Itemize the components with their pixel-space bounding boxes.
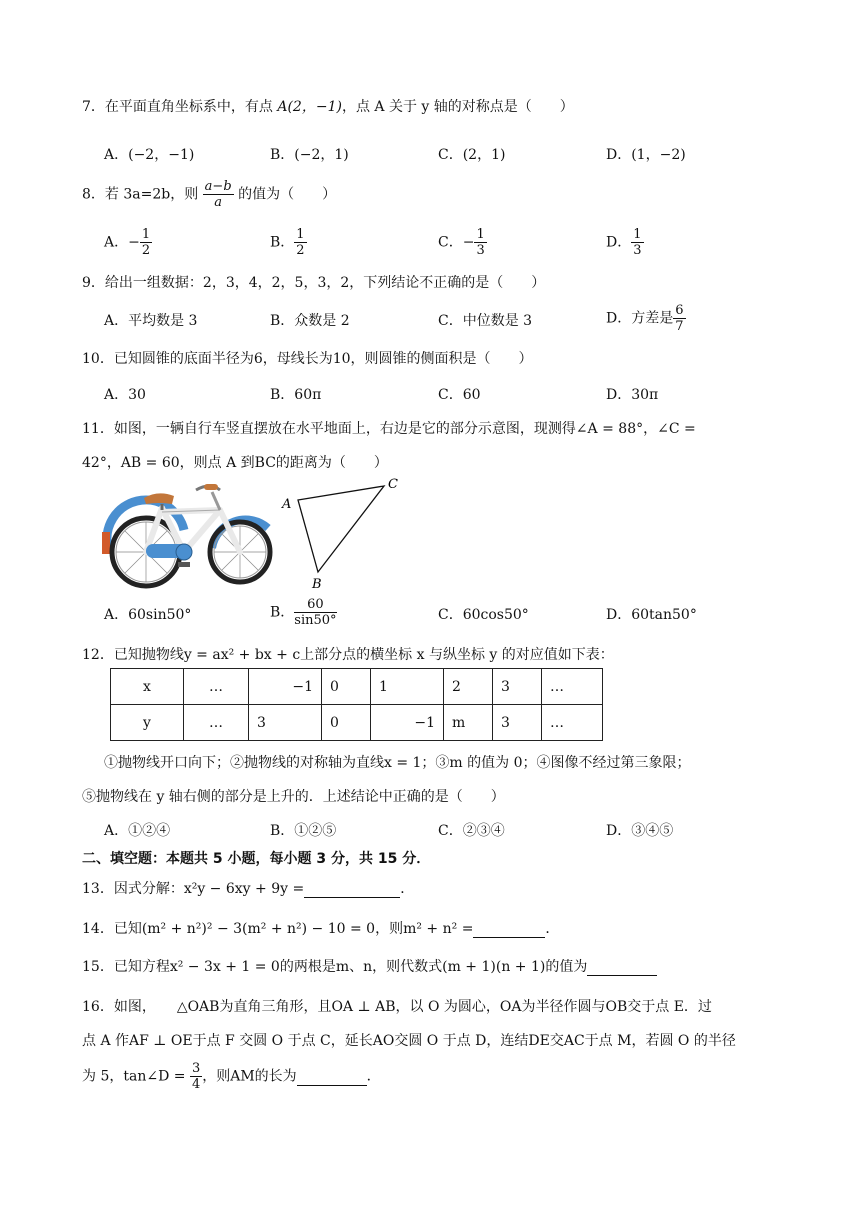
table-cell: 3 [493, 705, 542, 741]
q13-answer-blank[interactable] [304, 881, 400, 898]
table-cell: y [111, 705, 184, 741]
q11-b-num: 60 [294, 598, 336, 613]
table-cell: m [444, 705, 493, 741]
q8-opt-a-den: 2 [141, 243, 151, 258]
q11-option-b-label: B． [270, 604, 295, 621]
q8-opt-b-prefix: B． [270, 234, 295, 251]
q7-stem [82, 96, 574, 116]
q16-line3-b: ，则AM的长为 [202, 1068, 297, 1085]
label-a: A [282, 497, 292, 512]
q8-opt-c-den: 3 [476, 243, 485, 258]
q10-stem: 10．已知圆锥的底面半径为6，母线长为10，则圆锥的侧面积是（ ） [82, 351, 533, 367]
table-cell: 0 [322, 669, 371, 705]
q13 [82, 878, 414, 898]
q7-option-a: A．(−2，−1) [104, 147, 195, 163]
q11-b-den: sin50° [294, 613, 337, 628]
q7-option-c: C．(2，1) [438, 147, 506, 163]
q11-line1: 11．如图，一辆自行车竖直摆放在水平地面上，右边是它的部分示意图，现测得∠A = 88°，∠C = [82, 421, 696, 437]
q11-option-d: D．60tan50° [606, 607, 697, 623]
table-cell: −1 [249, 669, 322, 705]
table-cell: x [111, 669, 184, 705]
table-cell: … [184, 669, 249, 705]
table-cell: 3 [249, 705, 322, 741]
q7-option-d: D．(1，−2) [606, 147, 686, 163]
q8-opt-c-prefix: C． [438, 234, 463, 251]
triangle-diagram [278, 472, 408, 592]
q8-opt-d-num: 1 [633, 227, 642, 242]
q8-opt-d-den: 3 [633, 243, 642, 258]
q7-stem-b: ，点 A 关于 y 轴的对称点是（ ） [341, 99, 574, 115]
q11-option-b [270, 598, 337, 627]
q9-option-c: C．中位数是 3 [438, 313, 533, 329]
q8-frac-den: a [214, 195, 223, 210]
q10-option-c: C．60 [438, 387, 481, 403]
bicycle-illustration [100, 478, 280, 590]
q9-d-den: 7 [675, 319, 684, 334]
q11-option-c: C．60cos50° [438, 607, 529, 623]
table-row-x [111, 669, 603, 705]
q9-d-num: 6 [675, 303, 684, 318]
q13-tail: ． [400, 881, 415, 897]
q15 [82, 956, 657, 976]
label-b: B [312, 577, 322, 592]
table-cell: 3 [493, 669, 542, 705]
q15-stem: 15．已知方程x² − 3x + 1 = 0的两根是m、n，则代数式(m + 1)(n + 1)的值为 [82, 959, 588, 975]
table-row-y [111, 705, 603, 741]
q8-stem [82, 180, 336, 209]
q15-answer-blank[interactable] [587, 959, 657, 976]
table-cell: 0 [322, 705, 371, 741]
q14 [82, 918, 559, 938]
q9-option-d-label: D．方差是 [606, 310, 674, 327]
q12-stem: 12．已知抛物线y = ax² + bx + c上部分点的横坐标 x 与纵坐标 y 的对应值如下表： [82, 647, 614, 663]
q8-opt-a-prefix: A． [104, 234, 129, 251]
q9-option-a: A．平均数是 3 [104, 313, 198, 329]
triangle-abc [298, 486, 384, 572]
table-cell: −1 [371, 705, 444, 741]
q7-stem-a: 7．在平面直角坐标系中，有点 [82, 99, 278, 115]
q7-option-b: B．(−2，1) [270, 147, 349, 163]
q8-opt-c-sign: − [462, 234, 475, 251]
q8-opt-a-sign: − [128, 234, 140, 251]
q12-option-a: A．①②④ [104, 823, 171, 839]
q12-option-d: D．③④⑤ [606, 823, 674, 839]
q8-opt-a-num: 1 [141, 227, 151, 242]
section-heading: 二、填空题：本题共 5 小题，每小题 3 分，共 15 分． [82, 851, 431, 867]
q8-frac-num: a−b [204, 179, 232, 194]
q8-opt-b-num: 1 [296, 227, 305, 242]
q10-option-b: B．60π [270, 387, 322, 403]
q12-option-c: C．②③④ [438, 823, 505, 839]
table-cell: … [184, 705, 249, 741]
q16-line1: 16．如图， △OAB为直角三角形，且OA ⊥ AB，以 O 为圆心，OA为半径作圆与OB交于点 E．过 [82, 999, 712, 1015]
q16-tail: ． [366, 1068, 381, 1085]
q10-option-d: D．30π [606, 387, 659, 403]
q16-line3 [82, 1062, 381, 1091]
q8-opt-c-num: 1 [476, 227, 485, 242]
q12-line3: ⑤抛物线在 y 轴右侧的部分是上升的．上述结论中正确的是（ ） [82, 789, 505, 805]
q13-stem: 13．因式分解：x²y − 6xy + 9y = [82, 881, 305, 897]
q8-stem-a: 8．若 3a=2b，则 [82, 186, 203, 203]
q12-line2: ①抛物线开口向下；②抛物线的对称轴为直线x = 1；③m 的值为 0；④图像不经过第三象限； [104, 755, 691, 771]
q8-option-c [438, 228, 487, 257]
q14-answer-blank[interactable] [473, 921, 545, 938]
q16-answer-blank[interactable] [297, 1069, 367, 1086]
values-table [110, 668, 603, 741]
q14-tail: ． [545, 921, 560, 937]
table-cell: 2 [444, 669, 493, 705]
q11-option-a: A．60sin50° [104, 607, 192, 623]
q8-option-a [104, 228, 152, 257]
q7-point: A(2，−1) [277, 99, 342, 115]
q9-option-b: B．众数是 2 [270, 313, 350, 329]
q8-fraction [203, 180, 234, 209]
q8-option-b [270, 228, 307, 257]
q16-frac-num: 3 [191, 1061, 201, 1076]
table-cell: … [542, 669, 603, 705]
label-c: C [388, 477, 398, 492]
q16-line3-a: 为 5，tan∠D = [82, 1068, 190, 1085]
q8-opt-d-prefix: D． [606, 234, 632, 251]
q8-stem-b: 的值为（ ） [233, 186, 337, 203]
q8-option-d [606, 228, 644, 257]
q16-line2: 点 A 作AF ⊥ OE于点 F 交圆 O 于点 C，延长AO交圆 O 于点 D，连结DE交AC于点 M，若圆 O 的半径 [82, 1033, 736, 1049]
q14-stem: 14．已知(m² + n²)² − 3(m² + n²) − 10 = 0，则m² + n² = [82, 921, 474, 937]
q16-frac-den: 4 [191, 1077, 201, 1092]
q9-stem: 9．给出一组数据：2，3，4，2，5，3，2，下列结论不正确的是（ ） [82, 275, 546, 291]
q8-opt-b-den: 2 [296, 243, 305, 258]
q12-option-b: B．①②⑤ [270, 823, 337, 839]
table-cell: 1 [371, 669, 444, 705]
q11-line2: 42°，AB = 60，则点 A 到BC的距离为（ ） [82, 455, 388, 471]
q9-option-d [606, 304, 686, 333]
table-cell: … [542, 705, 603, 741]
q10-option-a: A．30 [104, 387, 146, 403]
